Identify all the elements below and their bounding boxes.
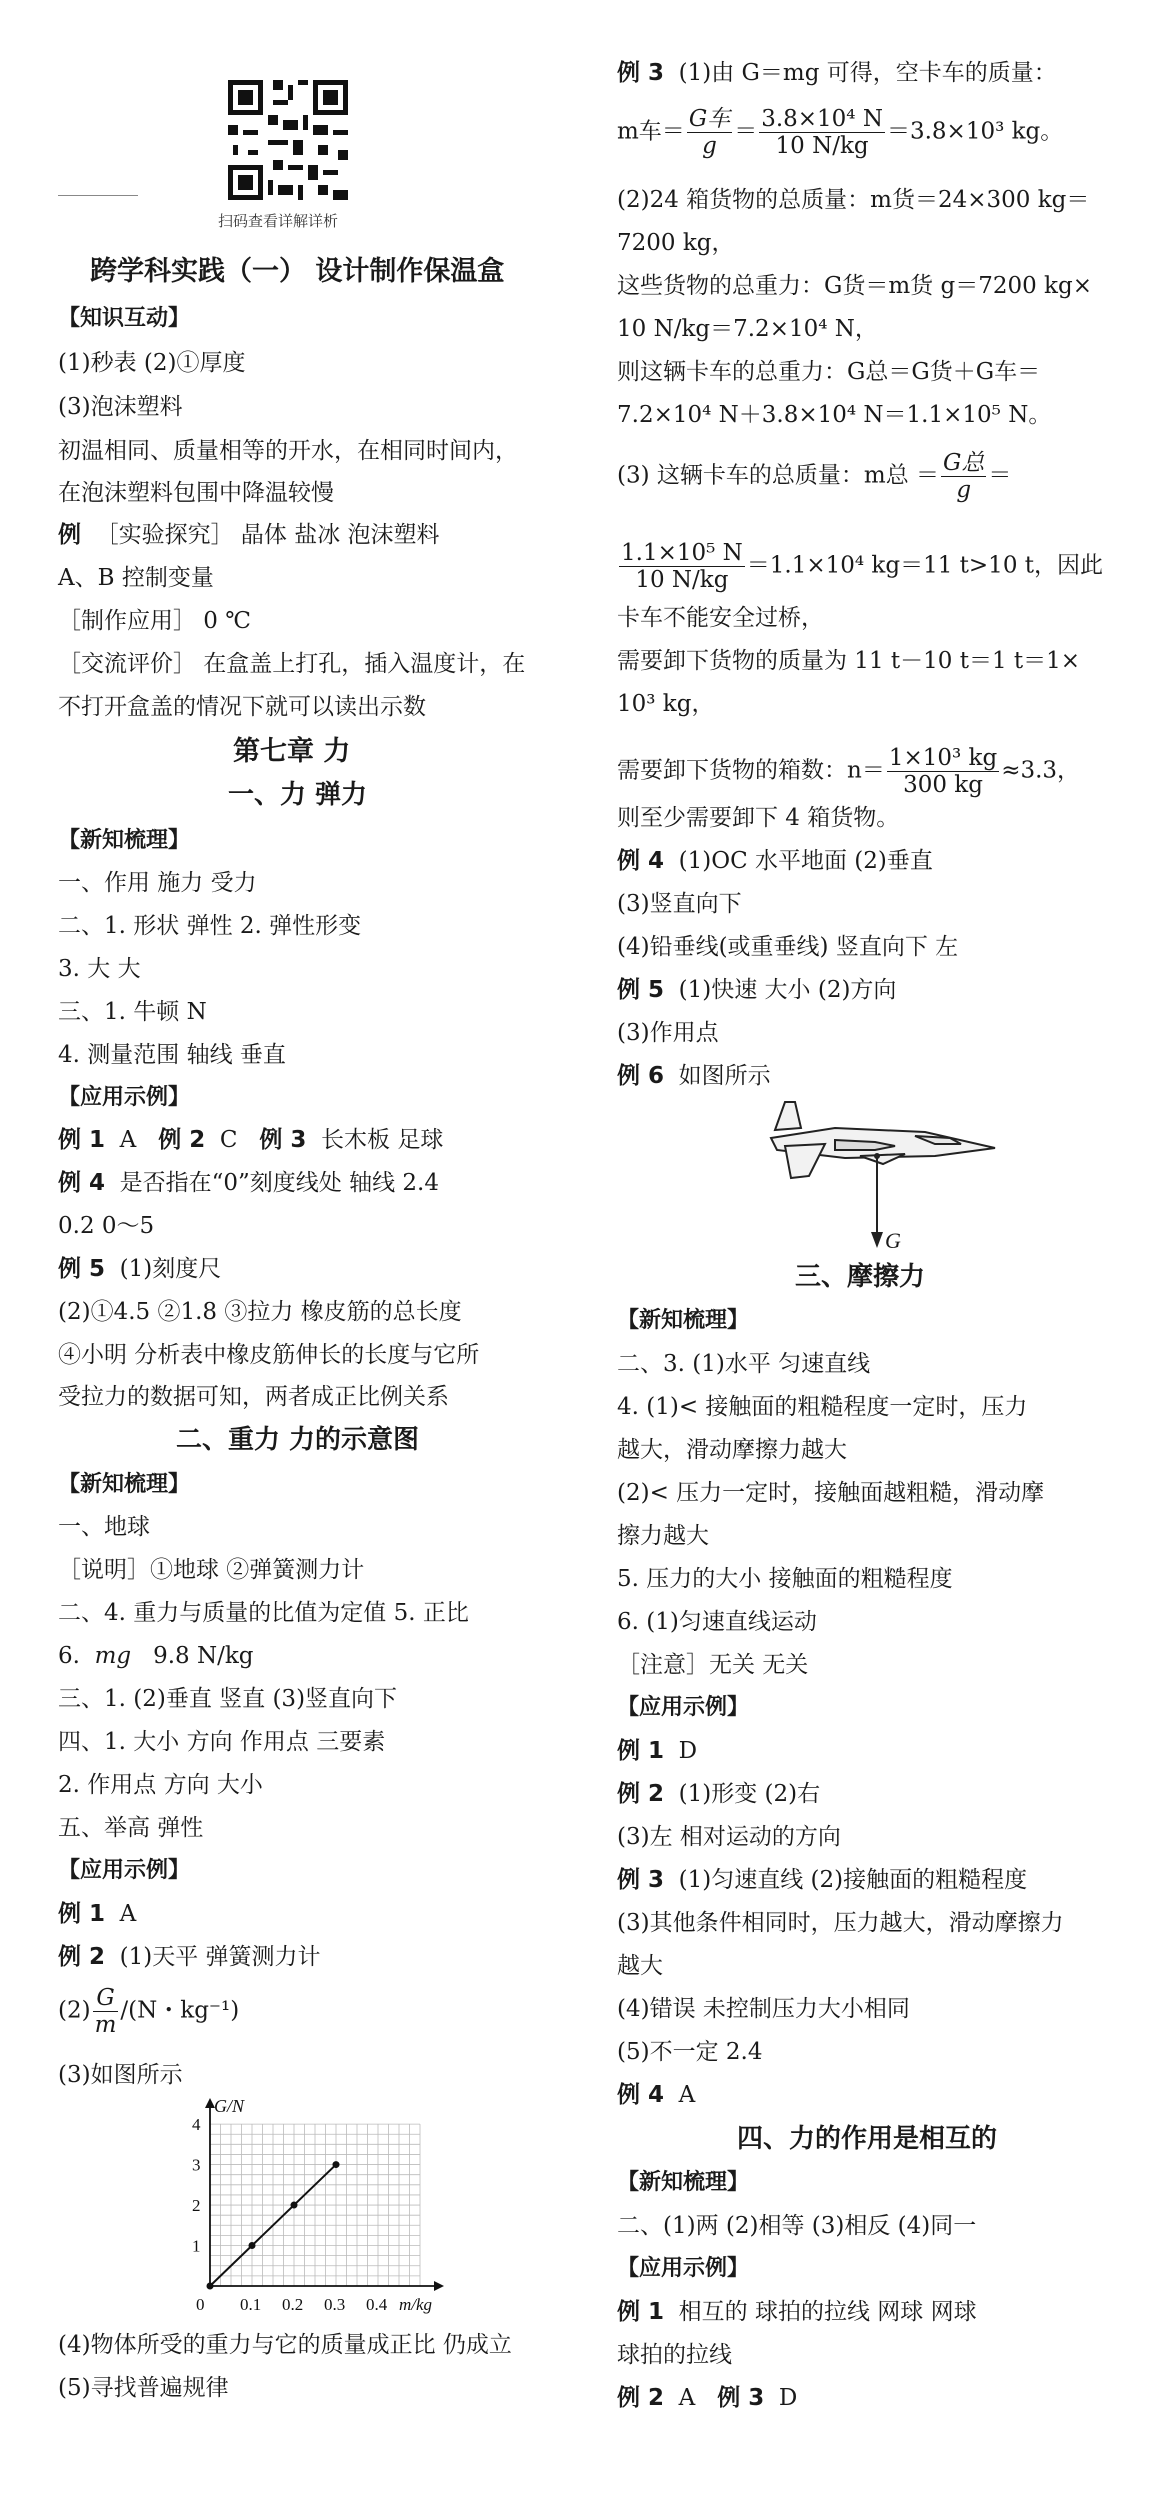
airplane-icon [771,1102,995,1178]
answer-line: ［制作应用］ 0 ℃ [58,608,251,634]
tag-new-knowledge: 【新知梳理】 [617,2170,750,2195]
data-point [291,2202,298,2209]
answer-line: 二、1. 形状 弹性 2. 弹性形变 [58,913,362,939]
fraction [887,745,999,798]
example-answer: (1)形变 (2)右 [678,1781,821,1807]
y-tick-label: 3 [192,2155,201,2175]
x-tick-label: 0.3 [324,2295,346,2314]
tag-new-knowledge: 【新知梳理】 [58,828,191,853]
formula: ＝ [734,118,758,145]
example-answer: A [678,2082,696,2108]
answer-line: 二、4. 重力与质量的比值为定值 5. 正比 [58,1600,469,1626]
fraction-denominator: 10 N/kg [635,567,729,593]
example-answer: A [678,2385,696,2411]
answer-line: 4. (1)< 接触面的粗糙程度一定时，压力 [617,1394,1028,1420]
answer-line: (3)其他条件相同时，压力越大，滑动摩擦力 [617,1910,1064,1936]
example-label: 例 2 [58,1944,106,1970]
fraction-denominator: 300 kg [903,772,983,798]
data-point [249,2242,256,2249]
answer-line: 三、1. 牛顿 N [58,999,207,1025]
answer-line: (2) [58,1997,91,2024]
example-answer: (1)匀速直线 (2)接触面的粗糙程度 [678,1867,1028,1893]
section-title: 三、摩擦力 [795,1262,926,1292]
fraction-numerator: 3.8×10⁴ N [761,106,883,132]
section-title: 二、重力 力的示意图 [176,1425,420,1455]
x-tick-label: 0.1 [240,2295,262,2314]
formula: ＝ [988,462,1012,489]
answer-line: 越大 [617,1953,663,1979]
answer-line: (2)①4.5 ②1.8 ③拉力 橡皮筋的总长度 [58,1299,462,1325]
example-label: 例 1 [58,1901,106,1927]
example-answer: (1)刻度尺 [119,1256,222,1282]
fraction [687,106,732,159]
example-label: 例 3 [259,1127,307,1153]
fraction [759,106,885,159]
answer-line: 0.2 0～5 [58,1213,155,1239]
fraction-denominator: 10 N/kg [775,133,869,159]
example-label: 例 1 [617,1738,665,1764]
answer-line: ［注意］无关 无关 [617,1652,809,1678]
x-axis-arrow [434,2281,444,2291]
fraction-numerator: 1.1×10⁵ N [621,540,743,566]
example-answer: (1)OC 水平地面 (2)垂直 [678,848,933,874]
tag-application: 【应用示例】 [617,2256,750,2281]
tag-application: 【应用示例】 [58,1085,191,1110]
example-answer: (1)由 G＝mg 可得，空卡车的质量： [678,60,1057,86]
answer-line: 这些货物的总重力：G货＝m货 g＝7200 kg× [617,273,1092,299]
divider [58,195,138,196]
answer-line: (3)竖直向下 [617,891,742,917]
example-label: 例 1 [58,1127,106,1153]
answer-line: (5)寻找普遍规律 [58,2375,229,2401]
example-label: 例 4 [58,1170,106,1196]
answer-line: 10³ kg， [617,691,715,717]
tag-new-knowledge: 【新知梳理】 [58,1472,191,1497]
example-label: 例 5 [58,1256,106,1282]
example-label: 例 1 [617,2299,665,2325]
data-point [333,2161,340,2168]
answer-line: 卡车不能安全过桥， [617,605,824,631]
chapter-title: 第七章 力 [233,736,351,767]
section-title: 四、力的作用是相互的 [737,2124,998,2154]
answer-line: 6. (1)匀速直线运动 [617,1609,817,1635]
force-label: G [885,1228,901,1253]
example-label: 例 4 [617,2082,665,2108]
formula: mg [94,1643,132,1669]
answer-line: 在泡沫塑料包围中降温较慢 [58,480,334,506]
answer-line: 则这辆卡车的总重力：G总＝G货＋G车＝ [617,359,1041,385]
example-answer: (1)天平 弹簧测力计 [119,1944,321,1970]
fraction-numerator: 1×10³ kg [888,745,998,771]
y-tick-label: 1 [192,2236,201,2256]
example-answer: (1)快速 大小 (2)方向 [678,977,897,1003]
project-title: 跨学科实践（一） 设计制作保温盒 [90,256,505,287]
example-label: 例 2 [617,2385,665,2411]
answer-line: 二、(1)两 (2)相等 (3)相反 (4)同一 [617,2213,977,2239]
y-tick-label: 2 [192,2196,201,2216]
answer-line: (3)泡沫塑料 [58,394,183,420]
answer-line: 三、1. (2)垂直 竖直 (3)竖直向下 [58,1686,398,1712]
fraction [619,540,745,593]
answer-line: 擦力越大 [617,1523,709,1549]
example-answer: C [219,1127,238,1153]
example-label: 例 6 [617,1063,665,1089]
example-answer: D [678,1738,698,1764]
tag-new-knowledge: 【新知梳理】 [617,1308,750,1333]
answer-line: 则至少需要卸下 4 箱货物。 [617,805,900,831]
answer-line: 3. 大 大 [58,956,141,982]
answer-line: ［交流评价］ 在盒盖上打孔，插入温度计，在 [58,651,526,677]
example-label: 例 3 [617,1867,665,1893]
section-title: 一、力 弹力 [228,780,368,810]
example-answer: 长木板 足球 [321,1127,444,1153]
qr-code-icon [223,75,353,205]
answer-line: 5. 压力的大小 接触面的粗糙程度 [617,1566,953,1592]
x-axis-label: m/kg [399,2295,433,2314]
answer-line: /(N・kg⁻¹) [120,1997,240,2024]
answer-line: 球拍的拉线 [617,2342,732,2368]
example-label: 例 2 [158,1127,206,1153]
answer-line: (4)错误 未控制压力大小相同 [617,1996,910,2022]
answer-line: 一、地球 [58,1514,150,1540]
answer-line: (1)秒表 (2)①厚度 [58,350,246,376]
example-label: 例 5 [617,977,665,1003]
answer-line: (2)24 箱货物的总质量：m货＝24×300 kg＝ [617,187,1090,213]
answer-line: (4)物体所受的重力与它的质量成正比 仍成立 [58,2332,512,2358]
answer-line: (3)左 相对运动的方向 [617,1824,841,1850]
answer-line: (4)铅垂线(或重垂线) 竖直向下 左 [617,934,959,960]
answer-line: (2)< 压力一定时，接触面越粗糙，滑动摩 [617,1480,1045,1506]
answer-line: (5)不一定 2.4 [617,2039,763,2065]
fraction-numerator: G车 [688,106,731,132]
x-tick-label: 0 [196,2295,205,2314]
answer-line: 4. 测量范围 轴线 垂直 [58,1042,286,1068]
fraction-denominator: g [956,477,972,503]
x-tick-label: 0.2 [282,2295,304,2314]
example-label: 例 3 [717,2385,765,2411]
example-answer: 相互的 球拍的拉线 网球 网球 [678,2299,977,2325]
example-answer: 是否指在“0”刻度线处 轴线 2.4 [119,1170,439,1196]
y-tick-label: 4 [192,2115,201,2135]
answer-line: 7.2×10⁴ N＋3.8×10⁴ N＝1.1×10⁵ N。 [617,402,1052,428]
example-label: 例 [58,522,81,548]
tag-knowledge: 【知识互动】 [58,306,191,331]
fraction-numerator: G总 [943,450,985,476]
answer-line: 初温相同、质量相等的开水，在相同时间内， [58,438,518,464]
fraction [93,1985,119,2038]
y-axis-label: G/N [214,2096,245,2116]
answer-line: 需要卸下货物的质量为 11 t－10 t＝1 t＝1× [617,648,1081,674]
example-label: 例 3 [617,60,665,86]
data-point [207,2283,214,2290]
formula: ≈3.3， [1001,757,1081,784]
answer-line: (3)作用点 [617,1020,719,1046]
airplane-gravity-diagram [765,1098,1005,1268]
answer-line: 7200 kg， [617,230,735,256]
answer-line: A、B 控制变量 [58,565,214,591]
fraction-denominator: g [702,133,717,159]
answer-line: 2. 作用点 方向 大小 [58,1772,263,1798]
answer-line: 一、作用 施力 受力 [58,870,257,896]
answer-line: 越大，滑动摩擦力越大 [617,1437,847,1463]
example-label: 例 4 [617,848,665,874]
formula: (3) 这辆卡车的总质量：m总 ＝ [617,462,940,489]
tag-application: 【应用示例】 [617,1695,750,1720]
answer-line: 五、举高 弹性 [58,1815,204,1841]
answer-line: 四、1. 大小 方向 作用点 三要素 [58,1729,386,1755]
example-answer: 如图所示 [678,1063,771,1089]
answer-line: 受拉力的数据可知，两者成正比例关系 [58,1384,449,1410]
qr-caption: 扫码查看详解详析 [218,212,339,230]
answer-line: ［说明］①地球 ②弹簧测力计 [58,1557,365,1583]
answer-line: 6. [58,1643,80,1669]
tag-application: 【应用示例】 [58,1858,191,1883]
answer-line: (3)如图所示 [58,2062,183,2088]
example-answer: A [119,1901,137,1927]
formula: ＝3.8×10³ kg。 [886,118,1064,145]
answer-line: 10 N/kg＝7.2×10⁴ N， [617,316,878,342]
example-answer: D [778,2385,798,2411]
example-answer: A [119,1127,137,1153]
formula: m车＝ [617,118,685,145]
fraction-denominator: m [94,2012,117,2038]
answer-line: 9.8 N/kg [153,1643,254,1669]
answer-line: 不打开盒盖的情况下就可以读出示数 [58,694,426,720]
answer-line: 二、3. (1)水平 匀速直线 [617,1351,871,1377]
g-m-graph [168,2096,498,2326]
fraction-numerator: G [93,1985,119,2012]
formula: 需要卸下货物的箱数：n＝ [617,757,885,784]
answer-line: ［实验探究］ 晶体 盐冰 泡沫塑料 [95,522,440,548]
example-label: 例 2 [617,1781,665,1807]
fraction [941,450,986,503]
x-tick-label: 0.4 [366,2295,388,2314]
answer-line: ④小明 分析表中橡皮筋伸长的长度与它所 [58,1342,480,1368]
formula: ＝1.1×10⁴ kg＝11 t>10 t，因此 [746,552,1104,579]
